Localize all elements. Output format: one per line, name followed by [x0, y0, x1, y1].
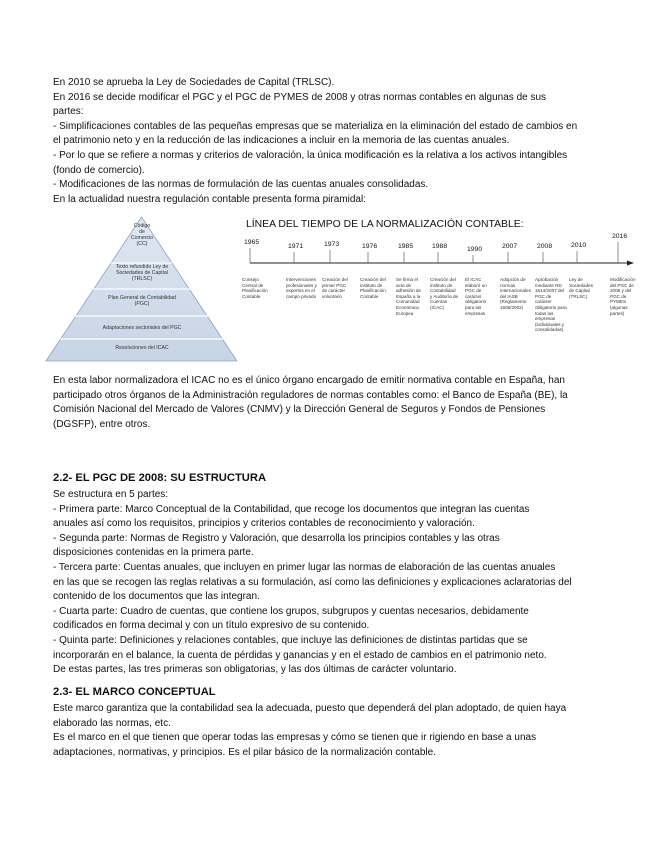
section-23-line: adaptaciones, normativas, y principios. Es el pilar básico de la normalización contable.: [53, 746, 436, 758]
timeline-event-desc: Aprobación mediante RD 1514/2007 del PGC de carácter obligatorio para todas las empresas (individuales y consolidadas): [535, 277, 567, 333]
intro-line: - Simplificaciones contables de las pequeñas empresas que se materializa en la eliminación del estado de cambios en: [53, 120, 578, 132]
section-23-body: [53, 702, 618, 760]
organos-line: participado otros órganos de la Administración reguladores de normas contables como: el Banco de España (BE), la: [53, 389, 568, 401]
section-22-line: codificados en forma decimal y con un título expresivo de su contenido.: [53, 620, 370, 632]
timeline-event-desc: Intervenciones profesionales y expertos en el campo privado: [286, 277, 317, 299]
timeline-event-desc: El ICAC elaboró un PGC de carácter obligatorio para las empresas: [465, 277, 487, 316]
intro-line: partes:: [53, 106, 84, 118]
timeline-figure: [242, 215, 642, 345]
timeline-year: 2007: [502, 243, 518, 250]
section-22-heading: 2.2- EL PGC DE 2008: SU ESTRUCTURA: [53, 472, 267, 484]
timeline-event-desc: Adopción de normas internacionales del IASB (Reglamento 1606/2002): [500, 277, 531, 310]
timeline-event-desc: Modificación del PGC de 2008 y del PGC de PYMES (algunas partes): [610, 277, 636, 316]
pyramid-level-trlsc: Texto refundido Ley de Sociedades de Capital (TRLSC): [115, 264, 169, 282]
intro-line: - Por lo que se refiere a normas y criterios de valoración, la única modificación es la relativa a los activos intangibles: [53, 149, 568, 161]
organos-paragraph: [53, 374, 618, 432]
intro-paragraph: [53, 76, 618, 207]
section-22-line: - Cuarta parte: Cuadro de cuentas, que contiene los grupos, subgrupos y cuentas necesarios, debidamente: [53, 605, 529, 617]
timeline-year: 1990: [467, 246, 483, 253]
pyramid-level-icac: Resoluciones del ICAC: [115, 345, 169, 351]
section-22-line: - Primera parte: Marco Conceptual de la Contabilidad, que recoge los documentos que integran las cuentas: [53, 503, 530, 515]
section-22-body: [53, 488, 618, 678]
timeline-year: 2010: [571, 242, 587, 249]
section-22-line: disposiciones contenidas en la primera parte.: [53, 547, 254, 559]
intro-line: el patrimonio neto y en la reducción de las indicaciones a incluir en la memoria de las cuentas anuales.: [53, 135, 510, 147]
section-23-heading: 2.3- EL MARCO CONCEPTUAL: [53, 686, 216, 698]
section-22-line: en las que se recogen las reglas relativas a su formulación, así como las definiciones y explicaciones aclaratorias del: [53, 576, 572, 588]
section-22-line: anuales así como los requisitos, principios y criterios contables de reconocimiento y valoración.: [53, 518, 475, 530]
timeline-year: 1971: [288, 243, 304, 250]
timeline-event-desc: Creación del instituto de Contabilidad y Auditoría de Cuentas (ICAC): [430, 277, 459, 310]
section-23-line: Este marco garantiza que la contabilidad sea la adecuada, puesto que dependerá del plan adoptado, de quien haya: [53, 703, 567, 714]
timeline-year: 1985: [398, 243, 414, 250]
timeline-event-desc: Creación del primer PGC de carácter voluntario: [322, 277, 348, 299]
timeline-year: 1988: [432, 243, 448, 250]
pyramid-level-cc: Código de Comercio (CC): [130, 223, 154, 247]
section-22-line: incorporarán en el balance, la cuenta de pérdidas y ganancias y en el estado de cambios en el patrimonio neto.: [53, 649, 547, 661]
intro-line: - Modificaciones de las normas de formulación de las cuentas anuales consolidadas.: [53, 179, 429, 191]
intro-line: En 2016 se decide modificar el PGC y el PGC de PYMES de 2008 y otras normas contables en algunas de sus: [53, 91, 547, 103]
timeline-year: 1976: [362, 243, 378, 250]
intro-line: En 2010 se aprueba la Ley de Sociedades de Capital (TRLSC).: [53, 77, 335, 88]
intro-line: En la actualidad nuestra regulación contable presenta forma piramidal:: [53, 193, 366, 205]
timeline-year: 2008: [537, 243, 553, 250]
organos-line: En esta labor normalizadora el ICAC no es el único órgano encargado de emitir normativa contable en España, han: [53, 375, 565, 386]
regulation-pyramid: [45, 215, 238, 363]
timeline-year: 2016: [612, 233, 628, 240]
section-22-line: - Segunda parte: Normas de Registro y Valoración, que desarrolla los principios contables y las otras: [53, 532, 500, 544]
pyramid-level-adaptaciones: Adaptaciones sectoriales del PGC: [102, 325, 182, 331]
timeline-year: 1973: [324, 241, 340, 248]
section-22-line: De estas partes, las tres primeras son obligatorias, y las dos últimas de carácter voluntario.: [53, 664, 457, 676]
pyramid-level-pgc: Plan General de Contabilidad (PGC): [108, 295, 176, 307]
organos-line: (DGSFP), entre otros.: [53, 418, 151, 430]
section-23-line: elaborado las normas, etc.: [53, 717, 171, 729]
timeline-event-desc: Creación del instituto de Planificación Contable: [360, 277, 386, 299]
timeline-event-desc: Se firma el acta de adhesión de España a la Comunidad Económica Europea: [396, 277, 422, 316]
section-22-line: contenido de los documentos que las integran.: [53, 591, 260, 603]
timeline-event-desc: Consejo Central de Planificación Contable: [242, 277, 268, 299]
timeline-title: LÍNEA DEL TIEMPO DE LA NORMALIZACIÓN CONTABLE:: [246, 219, 524, 230]
organos-line: Comisión Nacional del Mercado de Valores (CNMV) y la Dirección General de Seguros y Fondos de Pensiones: [53, 404, 546, 416]
section-22-line: - Quinta parte: Definiciones y relaciones contables, que incluye las definiciones de distintas partidas que se: [53, 634, 528, 646]
section-22-line: - Tercera parte: Cuentas anuales, que incluyen en primer lugar las normas de elaboración de las cuentas anuales: [53, 561, 556, 573]
section-22-line: Se estructura en 5 partes:: [53, 489, 169, 500]
timeline-event-desc: Ley de Sociedades de Capital (TRLSC): [569, 277, 594, 299]
timeline-year: 1965: [244, 239, 260, 246]
section-23-line: Es el marco en el que tienen que operar todas las empresas y cómo se tienen que ir rigiendo en base a unas: [53, 732, 537, 744]
intro-line: (fondo de comercio).: [53, 164, 145, 176]
